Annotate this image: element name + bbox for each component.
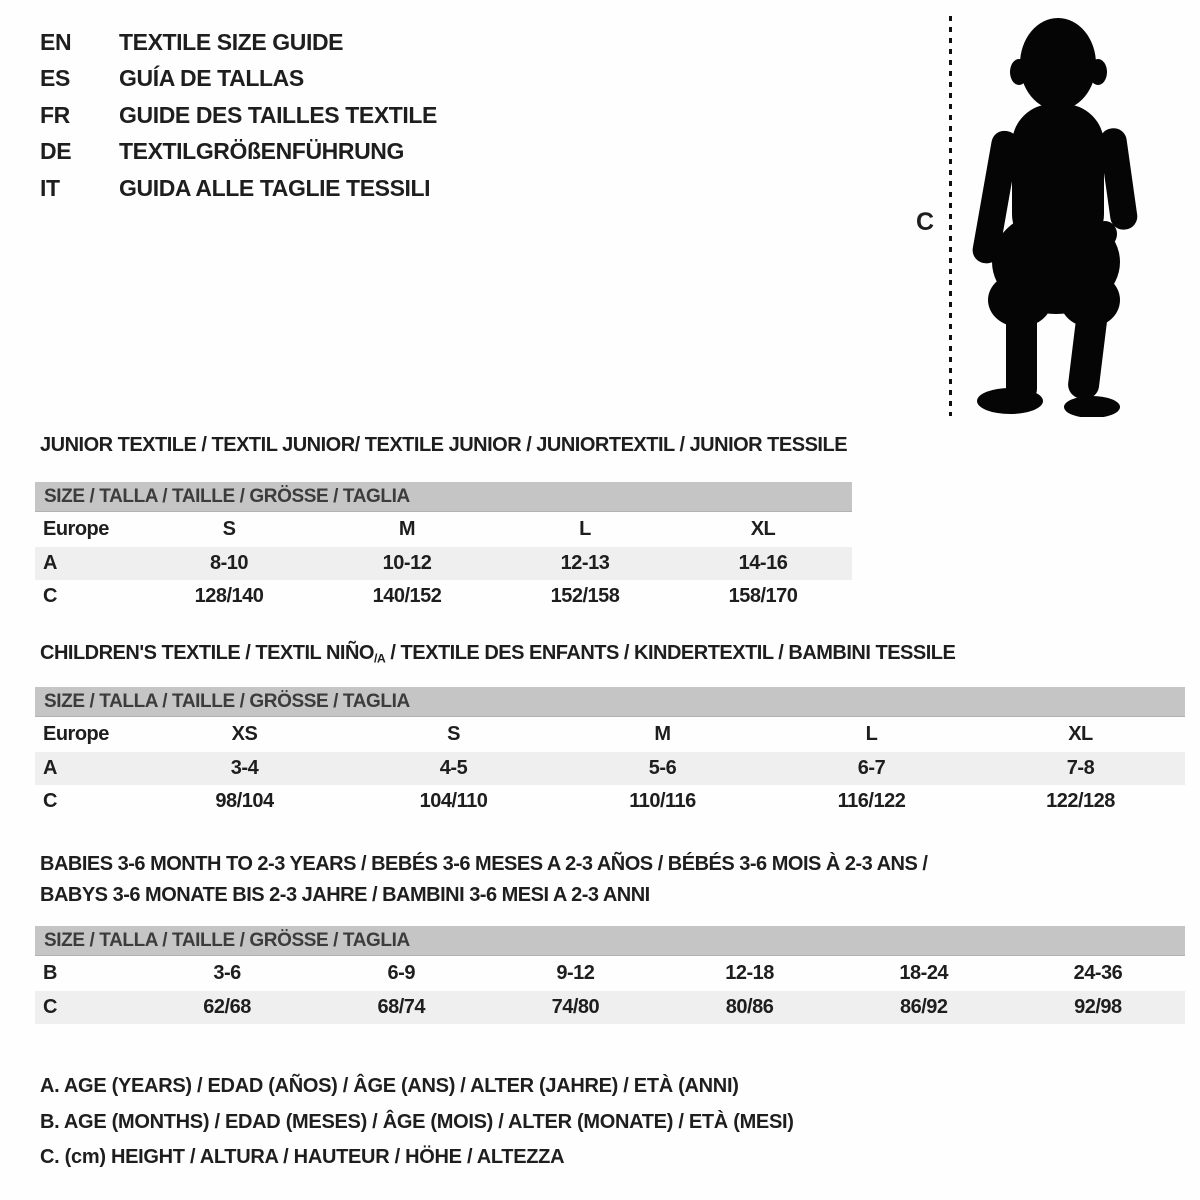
children-table (35, 687, 1185, 818)
junior-section-title: JUNIOR TEXTILE / TEXTIL JUNIOR/ TEXTILE JUNIOR / JUNIORTEXTIL / JUNIOR TESSILE (40, 434, 848, 456)
junior-table (35, 482, 852, 613)
size-cell: XS (231, 723, 258, 745)
region-label: Europe (43, 723, 109, 745)
value-cell: 24-36 (1073, 962, 1123, 984)
value-cell: 18-24 (899, 962, 949, 984)
junior-age-row (35, 547, 852, 580)
size-cell: S (447, 723, 460, 745)
toddler-silhouette-icon (964, 12, 1149, 417)
children-title-pre: CHILDREN'S TEXTILE / TEXTIL NIÑO (40, 642, 374, 664)
size-cell: XL (750, 518, 776, 540)
value-cell: 3-6 (213, 962, 241, 984)
junior-header-row (35, 512, 852, 547)
value-cell: 68/74 (377, 996, 426, 1018)
language-label: TEXTILGRÖßENFÜHRUNG (119, 138, 404, 165)
value-cell: 98/104 (215, 790, 274, 812)
children-title-sub: /A (373, 651, 386, 666)
value-cell: 104/110 (419, 790, 488, 812)
value-cell: 158/170 (728, 585, 798, 607)
babies-title-line2: BABYS 3-6 MONATE BIS 2-3 JAHRE / BAMBINI 3-6 MESI A 2-3 ANNI (40, 884, 650, 906)
size-cell: L (865, 723, 878, 745)
language-code: FR (40, 101, 70, 128)
value-cell: 8-10 (209, 552, 249, 574)
babies-table (35, 926, 1185, 1024)
value-cell: 6-9 (387, 962, 415, 984)
legend (40, 1069, 794, 1176)
children-age-row (35, 752, 1185, 785)
language-row-de (40, 134, 437, 171)
value-cell: 3-4 (230, 757, 259, 779)
junior-height-row (35, 580, 852, 613)
row-label: A (43, 552, 57, 574)
row-label: C (43, 790, 57, 812)
children-height-row (35, 785, 1185, 818)
value-cell: 12-13 (560, 552, 610, 574)
babies-height-row (35, 991, 1185, 1024)
value-cell: 116/122 (837, 790, 906, 812)
language-row-it (40, 170, 437, 207)
value-cell: 14-16 (738, 552, 788, 574)
value-cell: 86/92 (899, 996, 948, 1018)
legend-note-b: B. AGE (MONTHS) / EDAD (MESES) / ÂGE (MOIS) / ALTER (MONATE) / ETÀ (MESI) (40, 1110, 794, 1133)
language-label: GUÍA DE TALLAS (119, 65, 304, 92)
value-cell: 92/98 (1074, 996, 1122, 1018)
language-code: IT (40, 174, 60, 201)
children-header-row (35, 717, 1185, 752)
children-section-title (40, 642, 955, 665)
value-cell: 80/86 (725, 996, 774, 1018)
language-code: EN (40, 28, 72, 55)
height-measure-line (949, 16, 952, 416)
value-cell: 6-7 (857, 757, 886, 779)
babies-size-header: SIZE / TALLA / TAILLE / GRÖSSE / TAGLIA (35, 926, 1185, 956)
language-title-list (40, 24, 437, 207)
row-label: A (43, 757, 57, 779)
value-cell: 62/68 (203, 996, 251, 1018)
language-row-es (40, 61, 437, 98)
size-cell: L (579, 518, 591, 540)
babies-months-row (35, 956, 1185, 991)
children-title-post: / TEXTILE DES ENFANTS / KINDERTEXTIL / BAMBINI TESSILE (385, 642, 956, 664)
language-code: DE (40, 138, 72, 165)
value-cell: 12-18 (725, 962, 774, 984)
size-cell: XL (1068, 723, 1093, 745)
size-cell: M (654, 723, 671, 745)
value-cell: 7-8 (1066, 757, 1095, 779)
value-cell: 140/152 (372, 585, 442, 607)
value-cell: 10-12 (382, 552, 432, 574)
value-cell: 9-12 (556, 962, 595, 984)
value-cell: 4-5 (439, 757, 468, 779)
toddler-figure (880, 0, 1180, 430)
language-label: GUIDE DES TAILLES TEXTILE (119, 101, 437, 128)
size-cell: M (398, 518, 416, 540)
value-cell: 152/158 (550, 585, 620, 607)
value-cell: 5-6 (648, 757, 677, 779)
value-cell: 122/128 (1046, 790, 1115, 812)
junior-size-header: SIZE / TALLA / TAILLE / GRÖSSE / TAGLIA (35, 482, 852, 512)
babies-title-line1: BABIES 3-6 MONTH TO 2-3 YEARS / BEBÉS 3-6 MESES A 2-3 AÑOS / BÉBÉS 3-6 MOIS À 2-3 ANS / (40, 853, 928, 875)
language-code: ES (40, 65, 70, 92)
language-row-fr (40, 97, 437, 134)
region-label: Europe (43, 518, 109, 540)
language-row-en (40, 24, 437, 61)
size-cell: S (222, 518, 236, 540)
value-cell: 74/80 (551, 996, 600, 1018)
children-size-header: SIZE / TALLA / TAILLE / GRÖSSE / TAGLIA (35, 687, 1185, 717)
legend-note-a: A. AGE (YEARS) / EDAD (AÑOS) / ÂGE (ANS) / ALTER (JAHRE) / ETÀ (ANNI) (40, 1075, 739, 1097)
value-cell: 110/116 (629, 790, 696, 812)
row-label: C (43, 585, 57, 607)
babies-section-title (40, 849, 927, 911)
height-measure-label: C (916, 208, 935, 236)
row-label: B (43, 962, 57, 984)
language-label: GUIDA ALLE TAGLIE TESSILI (119, 174, 431, 201)
row-label: C (43, 996, 57, 1018)
legend-note-c: C. (cm) HEIGHT / ALTURA / HAUTEUR / HÖHE / ALTEZZA (40, 1146, 565, 1168)
value-cell: 128/140 (194, 585, 264, 607)
language-label: TEXTILE SIZE GUIDE (119, 28, 344, 55)
